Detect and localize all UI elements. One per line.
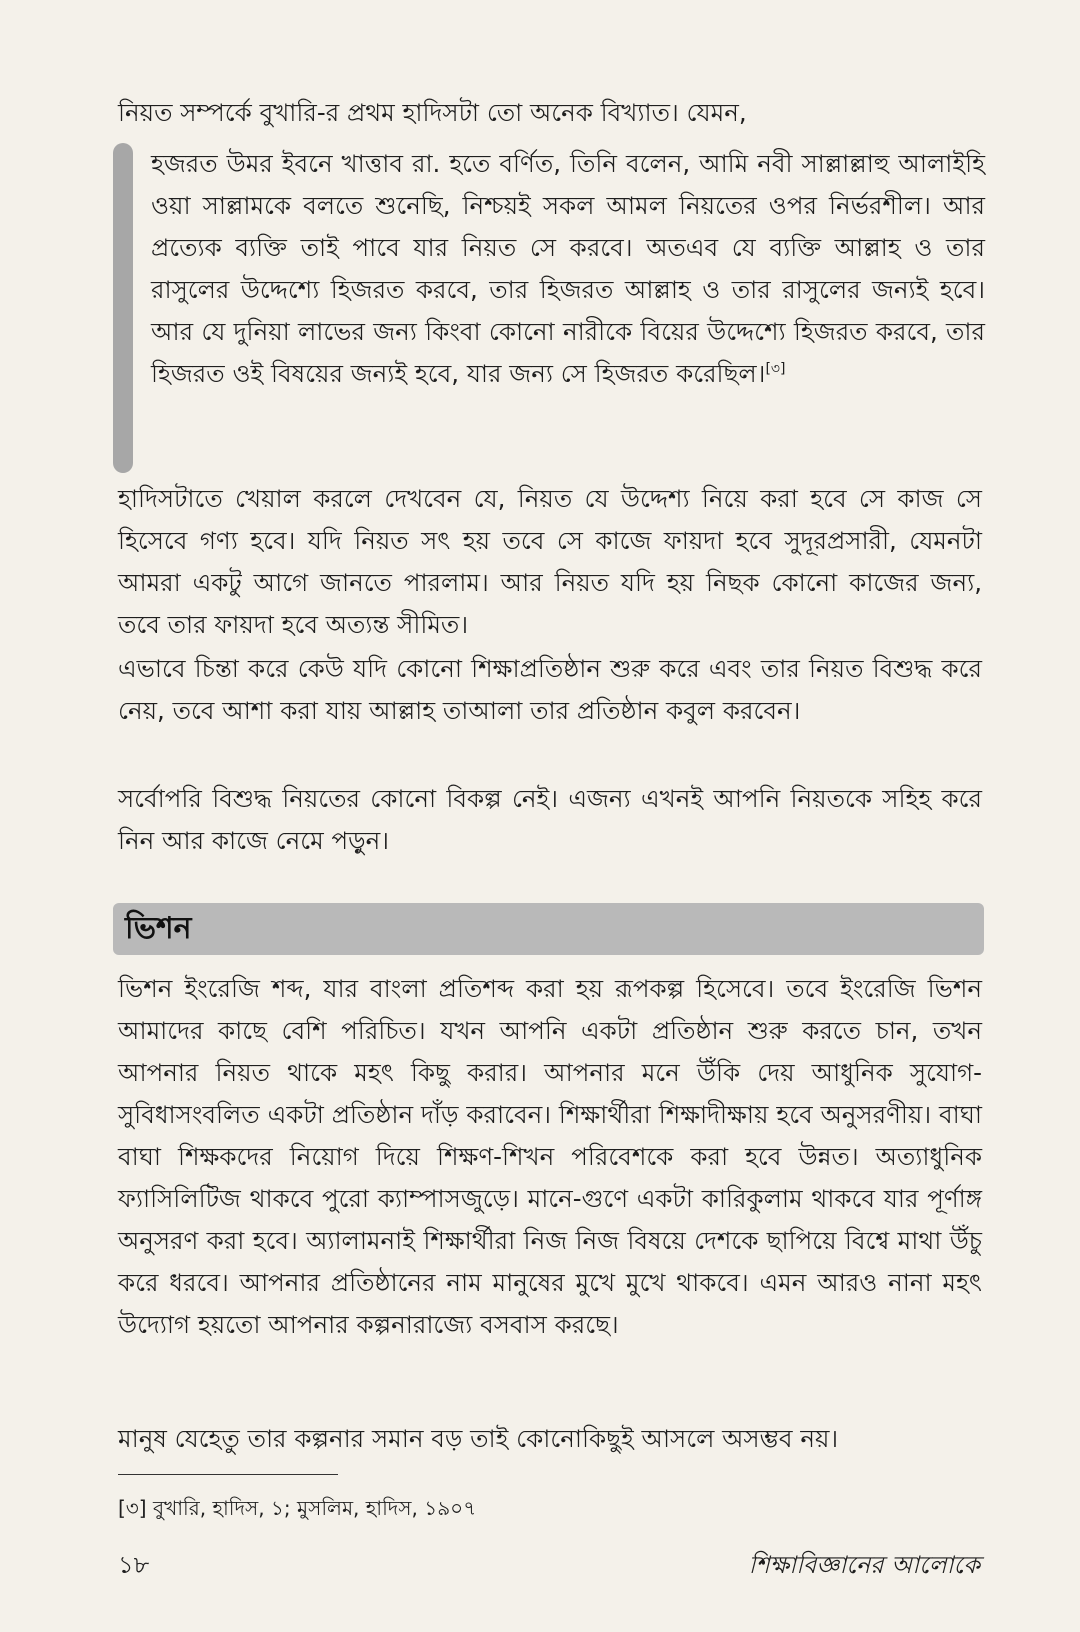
hadith-quote-block [113, 143, 985, 473]
intro-line: নিয়ত সম্পর্কে বুখারি-র প্রথম হাদিসটা তো অনেক বিখ্যাত। যেমন, [118, 98, 747, 127]
page-number: ১৮ [118, 1551, 150, 1579]
section-title: ভিশন [125, 911, 192, 946]
paragraph-imagination: মানুষ যেহেতু তার কল্পনার সমান বড় তাই কোনোকিছুই আসলে অসম্ভব নয়। [118, 1424, 839, 1453]
footnote-marker: [৩] [765, 360, 786, 377]
hadith-quote-text [151, 143, 985, 395]
footnote-rule [118, 1474, 338, 1475]
running-head: শিক্ষাবিজ্ঞানের আলোকে [748, 1551, 980, 1579]
paragraph-hadith-explanation: হাদিসটাতে খেয়াল করলে দেখবেন যে, নিয়ত যে উদ্দেশ্য নিয়ে করা হবে সে কাজ সে হিসেবে গণ্য হবে। যদি নিয়ত সৎ হয় তবে সে কাজে ফায়দা হবে সুদূরপ্রসারী, যেমনটা আমরা একটু আগে জানতে পারলাম। আর নিয়ত যদি হয় নিছক কোনো কাজের জন্য, তবে তার ফায়দা হবে অত্যন্ত সীমিত। [118, 484, 982, 639]
paragraph-pure-intention: সর্বোপরি বিশুদ্ধ নিয়তের কোনো বিকল্প নেই। এজন্য এখনই আপনি নিয়তকে সহিহ করে নিন আর কাজে নেমে পড়ুন। [118, 784, 982, 855]
section-header-vision [113, 903, 984, 955]
paragraph-vision-definition: ভিশন ইংরেজি শব্দ, যার বাংলা প্রতিশব্দ করা হয় রূপকল্প হিসেবে। তবে ইংরেজি ভিশন আমাদের কাছে বেশি পরিচিত। যখন আপনি একটা প্রতিষ্ঠান শুরু করতে চান, তখন আপনার নিয়ত থাকে মহৎ কিছু করার। আপনার মনে উঁকি দেয় আধুনিক সুযোগ-সুবিধাসংবলিত একটা প্রতিষ্ঠান দাঁড় করাবেন। শিক্ষার্থীরা শিক্ষাদীক্ষায় হবে অনুসরণীয়। বাঘা বাঘা শিক্ষকদের নিয়োগ দিয়ে শিক্ষণ-শিখন পরিবেশকে করা হবে উন্নত। অত্যাধুনিক ফ্যাসিলিটিজ থাকবে পুরো ক্যাম্পাসজুড়ে। মানে-গুণে একটা কারিকুলাম থাকবে যার পূর্ণাঙ্গ অনুসরণ করা হবে। অ্যালামনাই শিক্ষার্থীরা নিজ নিজ বিষয়ে দেশকে ছাপিয়ে বিশ্বে মাথা উঁচু করে ধরবে। আপনার প্রতিষ্ঠানের নাম মানুষের মুখে মুখে থাকবে। এমন আরও নানা মহৎ উদ্যোগ হয়তো আপনার কল্পনারাজ্যে বসবাস করছে। [118, 974, 982, 1339]
quote-body: হজরত উমর ইবনে খাত্তাব রা. হতে বর্ণিত, তিনি বলেন, আমি নবী সাল্লাল্লাহু আলাইহি ওয়া সাল্লামকে বলতে শুনেছি, নিশ্চয়ই সকল আমল নিয়তের ওপর নির্ভরশীল। আর প্রত্যেক ব্যক্তি তাই পাবে যার নিয়ত সে করবে। অতএব যে ব্যক্তি আল্লাহ ও তার রাসুলের উদ্দেশ্যে হিজরত করবে, তার হিজরত আল্লাহ ও তার রাসুলের জন্যই হবে। আর যে দুনিয়া লাভের জন্য কিংবা কোনো নারীকে বিয়ের উদ্দেশ্যে হিজরত করবে, তার হিজরত ওই বিষয়ের জন্যই হবে, যার জন্য সে হিজরত করেছিল। [151, 149, 985, 388]
footnote: [৩] বুখারি, হাদিস, ১; মুসলিম, হাদিস, ১৯০৭ [118, 1496, 477, 1520]
paragraph-institution-intent: এভাবে চিন্তা করে কেউ যদি কোনো শিক্ষাপ্রতিষ্ঠান শুরু করে এবং তার নিয়ত বিশুদ্ধ করে নেয়, তবে আশা করা যায় আল্লাহ তাআলা তার প্রতিষ্ঠান কবুল করবেন। [118, 654, 982, 725]
quote-bar [113, 143, 133, 473]
